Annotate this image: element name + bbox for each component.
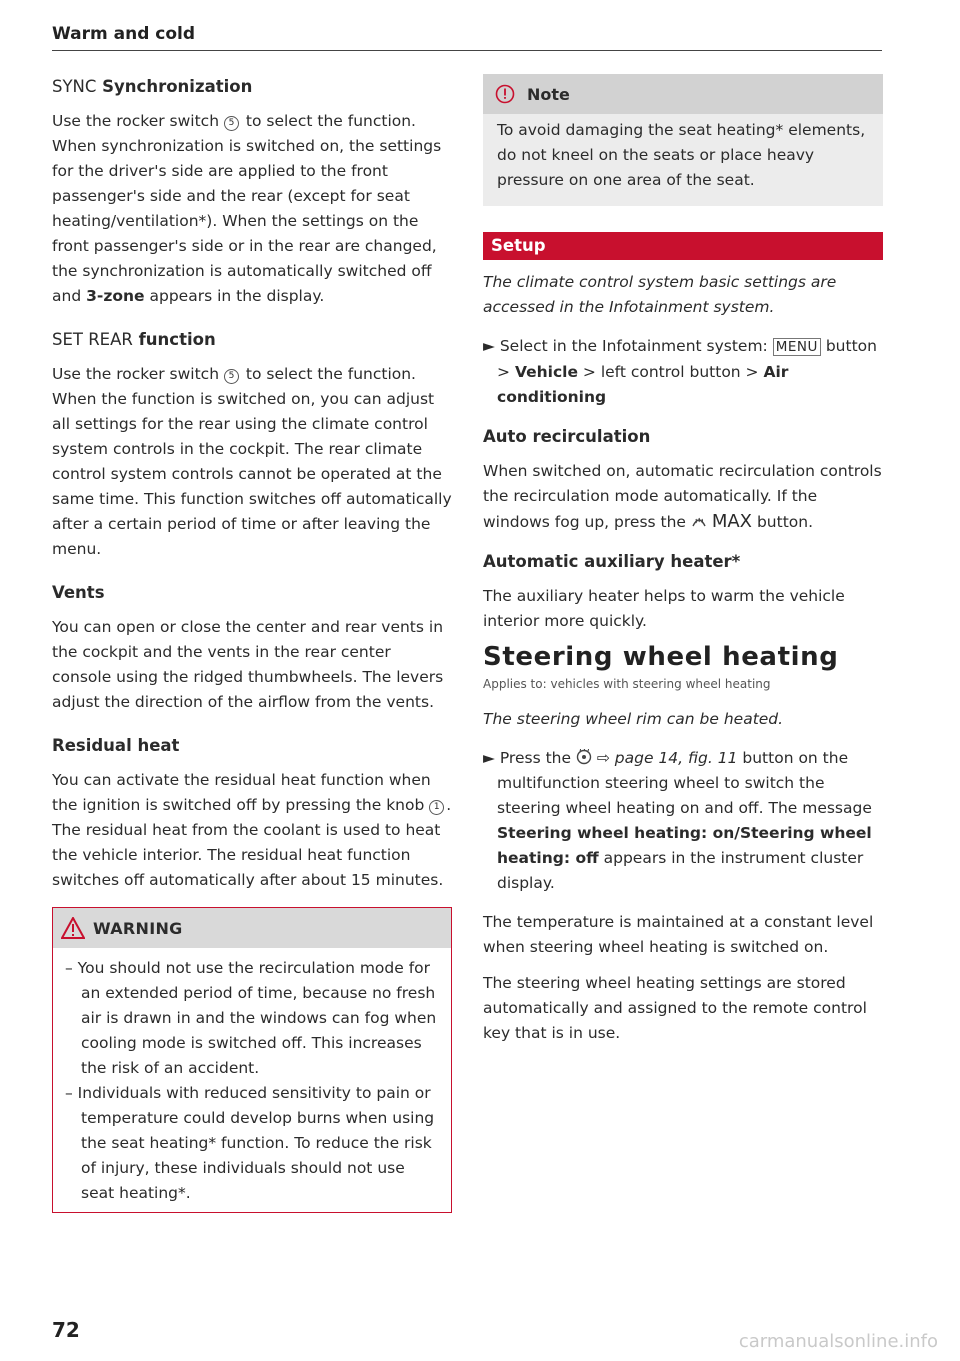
auxheater-paragraph: The auxiliary heater helps to warm the vehicle interior more quickly. [483, 587, 845, 630]
note-text: To avoid damaging the seat heating* elements, do not kneel on the seats or place heavy pressure on one area of the seat. [497, 121, 866, 189]
note-body [483, 114, 883, 206]
steering-paragraph-3: The steering wheel heating settings are stored automatically and assigned to the remote control key that is in use. [483, 974, 867, 1042]
sync-heading: SYNC Synchronization [52, 77, 253, 96]
steering-paragraph-2: The temperature is maintained at a constant level when steering wheel heating is switched on. [483, 913, 874, 956]
rocker-switch-5-icon: 5 [224, 116, 239, 131]
warning-body [53, 948, 451, 1212]
applies-to: Applies to: vehicles with steering wheel heating [483, 677, 771, 691]
vents-paragraph: You can open or close the center and rear vents in the cockpit and the vents in the rear center console using the ridged thumbwheels. The levers adjust the direction of the airflow from the vents. [52, 618, 444, 711]
setup-step: ► Select in the Infotainment system: MENU button > Vehicle > left control button > Air conditioning [483, 337, 877, 406]
note-exclamation-icon [483, 84, 527, 104]
setup-intro: The climate control system basic settings are accessed in the Infotainment system. [483, 273, 837, 316]
note-title: Note [527, 84, 570, 104]
residual-heading: Residual heat [52, 736, 180, 755]
header-rule [52, 50, 882, 51]
menu-key: MENU [773, 338, 821, 356]
residual-paragraph: You can activate the residual heat function when the ignition is switched off by pressing the knob 1 . The residual heat from the coolant is used to heat the vehicle interior. The residual heat function switches off automatically after about 15 minutes. [52, 771, 452, 889]
warning-header [53, 908, 451, 948]
steering-wheel-heating-icon [576, 749, 597, 767]
setrear-paragraph: Use the rocker switch 5 to select the function. When the function is switched on, you can adjust all settings for the rear using the climate control system controls in the cockpit. The rear climate control system controls cannot be operated at the same time. This function switches off automatically after a certain period of time or after leaving the menu. [52, 365, 452, 558]
steering-step: ► Press the ⇨ page 14, fig. 11 button on the multifunction steering wheel to switch the steering wheel heating on and off. The message Steering wheel heating: on/Steering wheel heating: off appears in the instrument cluster display. [483, 749, 872, 892]
warning-title: WARNING [93, 918, 183, 938]
warning-box [52, 907, 452, 1213]
sync-paragraph: Use the rocker switch 5 to select the function. When synchronization is switched on, the settings for the driver's side are applied to the front passenger's side and the rear (except for seat heating/ventilation*). When the settings on the front passenger's side or in the rear are changed, the synchronization is automatically switched off and 3-zone appears in the display. [52, 112, 442, 305]
watermark: carmanualsonline.info [738, 1331, 938, 1352]
warning-triangle-icon [53, 917, 93, 939]
left-column [52, 74, 452, 1213]
knob-1-icon: 1 [429, 800, 444, 815]
steering-intro: The steering wheel rim can be heated. [483, 710, 784, 728]
vents-heading: Vents [52, 583, 105, 602]
page-number: 72 [52, 1318, 80, 1342]
setup-section-bar: Setup [483, 232, 883, 260]
autorecirc-heading: Auto recirculation [483, 427, 651, 446]
note-box [483, 74, 883, 206]
setrear-heading: SET REAR function [52, 330, 216, 349]
defrost-icon [691, 513, 712, 531]
right-column [483, 74, 883, 1057]
warning-item: – Individuals with reduced sensitivity to pain or temperature could develop burns when using the seat heating* function. To reduce the risk of injury, these individuals should not use seat heating*. [65, 1084, 435, 1202]
steering-heading: Steering wheel heating [483, 642, 839, 672]
warning-item: – You should not use the recirculation mode for an extended period of time, because no fresh air is drawn in and the windows can fog when cooling mode is switched off. This increases the risk of an accident. [65, 959, 437, 1077]
note-header [483, 74, 883, 114]
auxheater-heading: Automatic auxiliary heater* [483, 552, 741, 571]
autorecirc-paragraph: When switched on, automatic recirculation controls the recirculation mode automatically. If the windows fog up, press the MAX button. [483, 462, 882, 532]
section-title: Warm and cold [52, 24, 196, 44]
rocker-switch-5-icon: 5 [224, 369, 239, 384]
page-reference-link[interactable]: ⇨ page 14, fig. 11 [596, 749, 738, 767]
